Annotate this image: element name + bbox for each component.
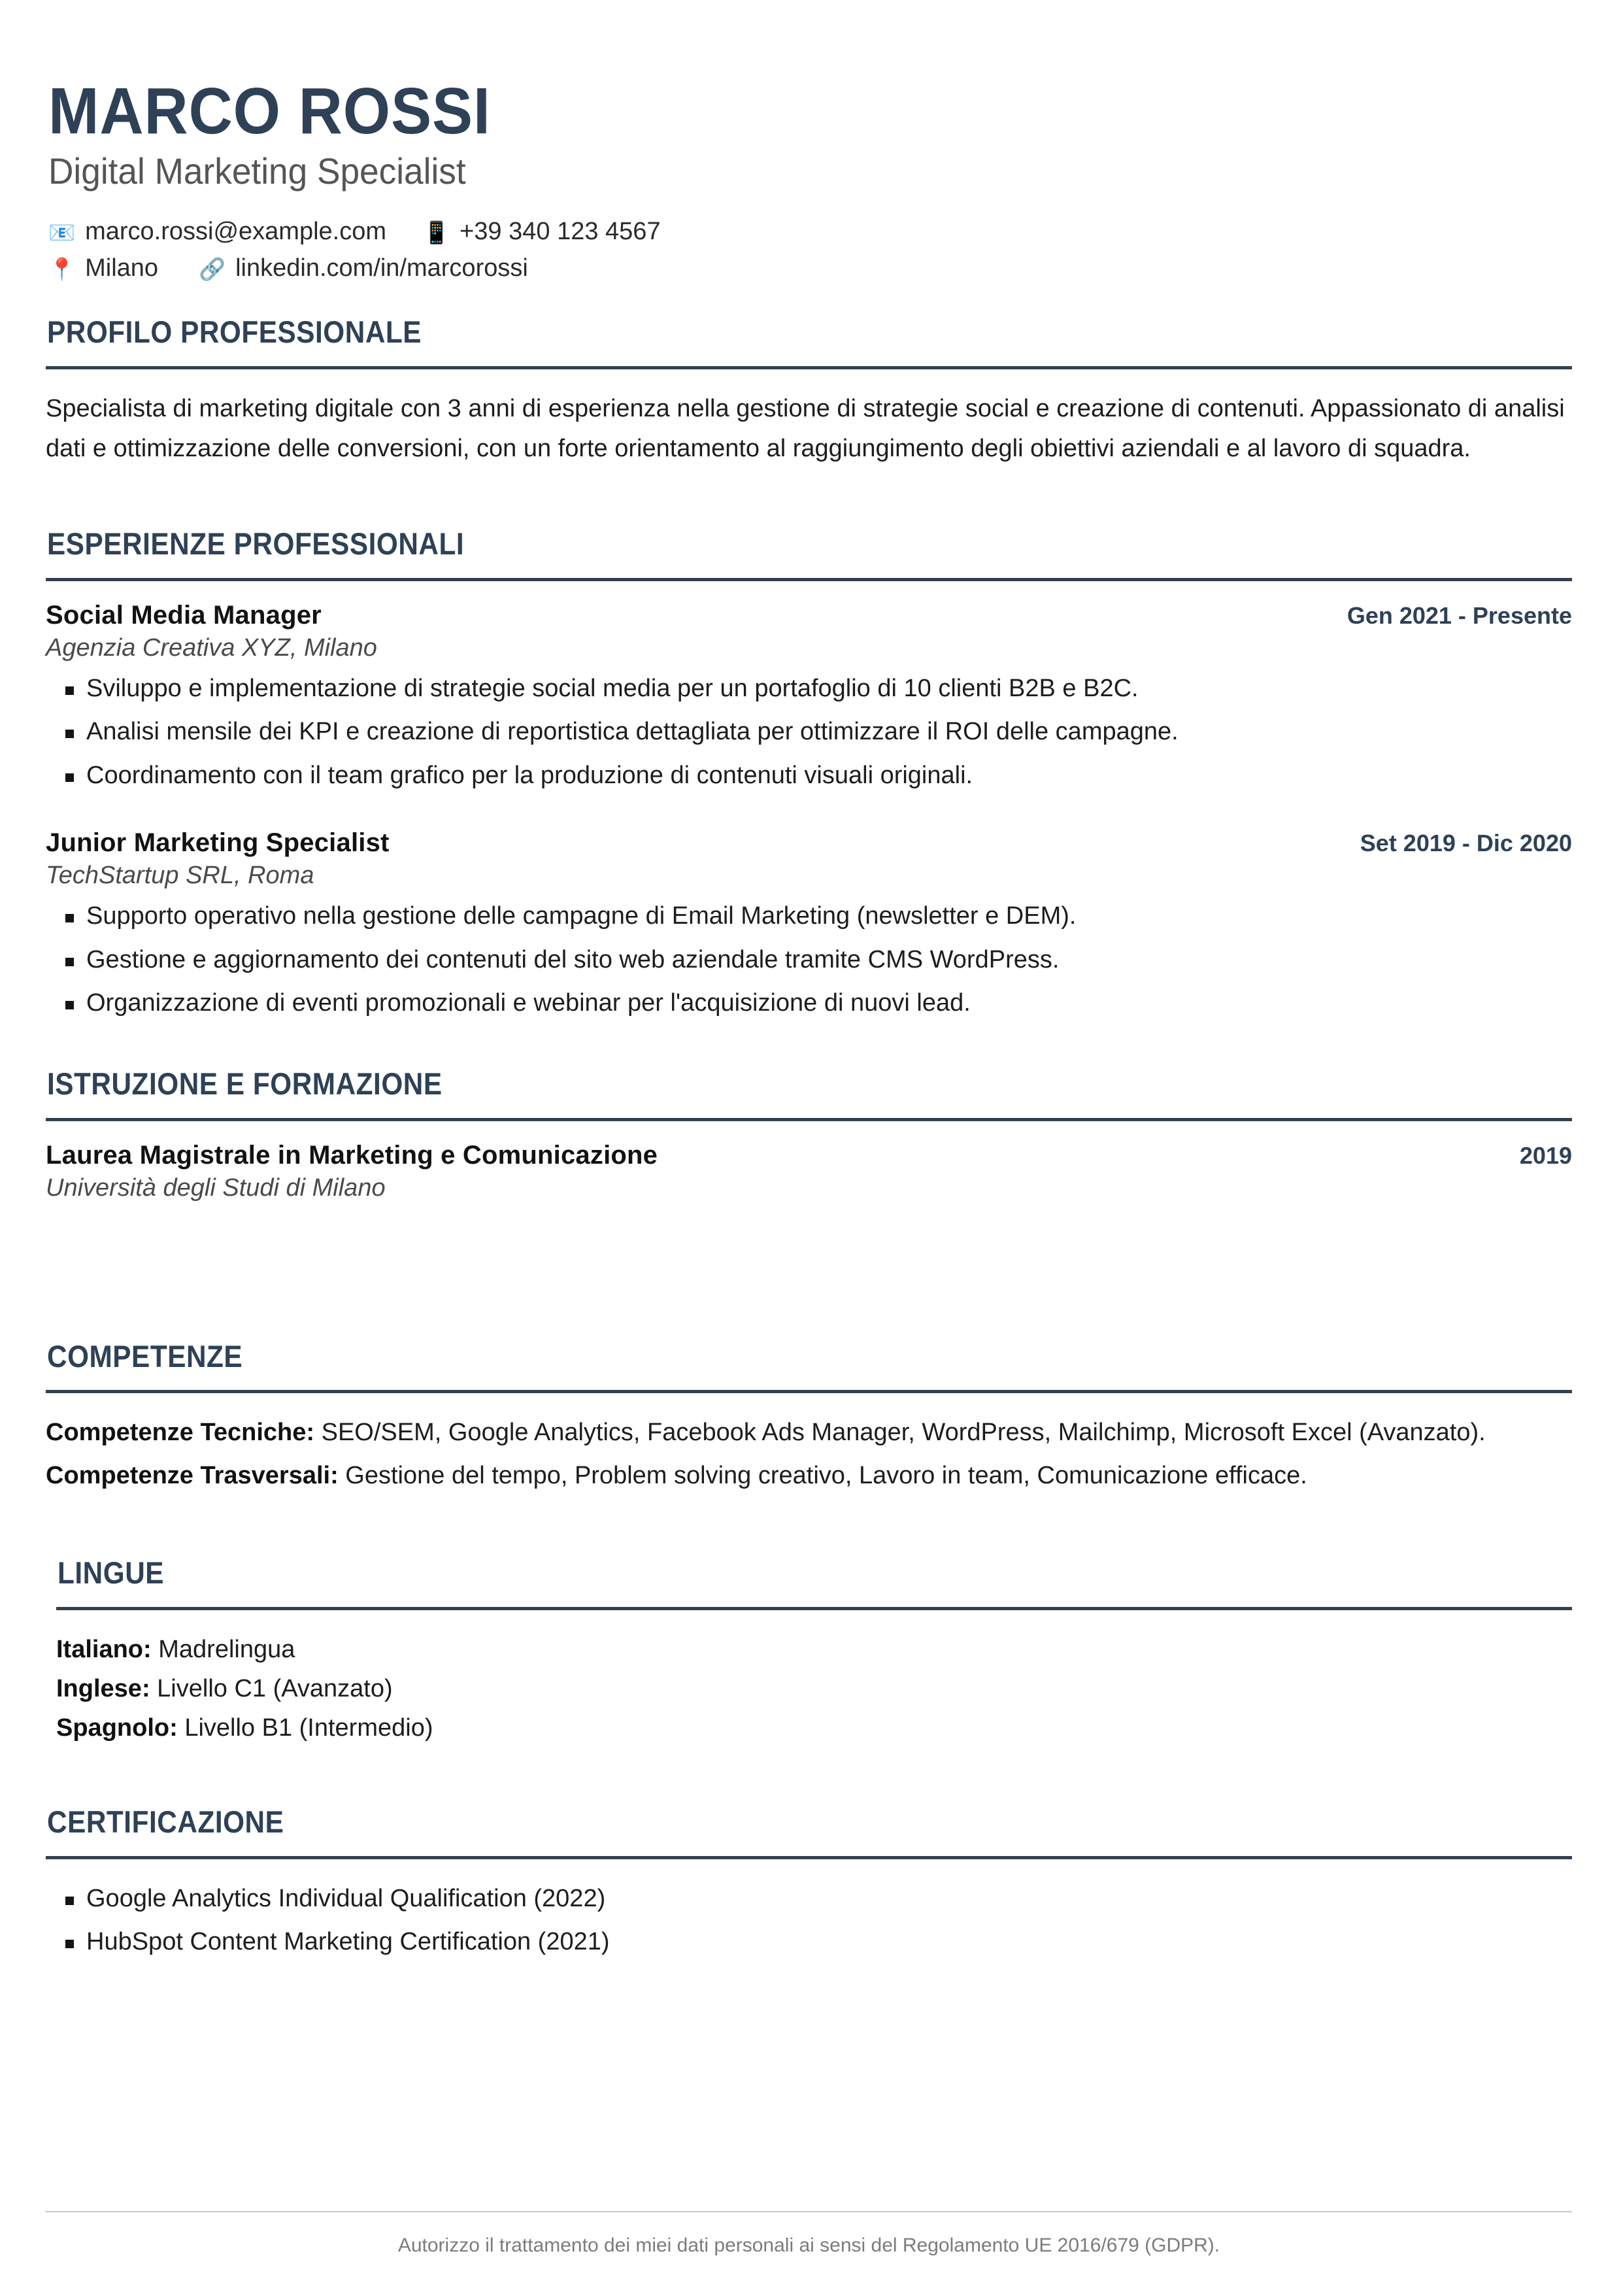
experience-date-range: Set 2019 - Dic 2020 <box>1360 830 1572 857</box>
experience-company: Agenzia Creativa XYZ, Milano <box>46 633 377 662</box>
section-heading-certification: CERTIFICAZIONE <box>47 1804 284 1840</box>
section-skills <box>46 1340 1572 1496</box>
list-item: Gestione e aggiornamento dei contenuti del sito web aziendale tramite CMS WordPress. <box>46 940 1572 981</box>
language-item <box>56 1669 1572 1708</box>
contact-phone-text: +39 340 123 4567 <box>460 218 661 246</box>
spacer <box>46 1498 1572 1556</box>
section-heading-profile: PROFILO PROFESSIONALE <box>47 314 422 350</box>
education-entry-header <box>46 1141 1572 1170</box>
footer-gdpr-notice: Autorizzo il trattamento dei miei dati personali ai sensi del Regolamento UE 2016/679 (GDPR). <box>46 2211 1572 2257</box>
skills-technical-label: Competenze Tecniche: <box>46 1419 315 1447</box>
list-item: Analisi mensile dei KPI e creazione di reportistica dettagliata per ottimizzare il ROI delle campagne. <box>46 712 1572 752</box>
section-heading-education: ISTRUZIONE E FORMAZIONE <box>47 1066 443 1101</box>
section-rule-languages <box>56 1607 1572 1610</box>
contact-row-1 <box>48 214 1572 250</box>
contact-location <box>48 250 199 286</box>
section-rule-certification <box>46 1856 1572 1859</box>
list-item: Sviluppo e implementazione di strategie social media per un portafoglio di 10 clienti B2B e B2C. <box>46 669 1572 709</box>
spacer <box>46 1209 1572 1340</box>
skills-soft-value: Gestione del tempo, Problem solving creativo, Lavoro in team, Comunicazione efficace. <box>338 1461 1307 1489</box>
experience-bullet-list <box>46 896 1572 1024</box>
section-certification <box>46 1805 1572 1963</box>
language-level: Livello C1 (Avanzato) <box>150 1675 393 1703</box>
experience-entry-header <box>46 601 1572 630</box>
contact-linkedin-text: linkedin.com/in/marcorossi <box>235 254 528 282</box>
resume-header <box>46 77 1572 286</box>
section-rule-education <box>46 1118 1572 1121</box>
section-education <box>46 1067 1572 1202</box>
language-level: Madrelingua <box>151 1636 295 1664</box>
skills-technical-value: SEO/SEM, Google Analytics, Facebook Ads Manager, WordPress, Mailchimp, Microsoft Excel (Avanzato). <box>314 1419 1486 1447</box>
language-label: Spagnolo: <box>56 1714 178 1742</box>
contact-block <box>48 214 1572 286</box>
language-label: Inglese: <box>56 1675 150 1703</box>
experience-job-title: Social Media Manager <box>46 600 322 630</box>
language-level: Livello B1 (Intermedio) <box>177 1714 433 1742</box>
contact-row-2 <box>48 250 1572 286</box>
contact-email-text: marco.rossi@example.com <box>85 218 387 246</box>
experience-entry <box>46 601 1572 796</box>
experience-job-title: Junior Marketing Specialist <box>46 828 390 858</box>
section-heading-experience: ESPERIENZE PROFESSIONALI <box>47 526 465 561</box>
language-item <box>56 1630 1572 1669</box>
contact-phone[interactable] <box>423 214 661 250</box>
candidate-name: MARCO ROSSI <box>48 75 491 148</box>
list-item: Organizzazione di eventi promozionali e webinar per l'acquisizione di nuovi lead. <box>46 983 1572 1024</box>
language-item <box>56 1708 1572 1747</box>
spacer <box>46 469 1572 527</box>
education-institution: Università degli Studi di Milano <box>46 1173 386 1202</box>
experience-bullet-list <box>46 669 1572 796</box>
mobile-phone-icon: 📱 <box>423 220 450 245</box>
contact-email[interactable] <box>48 214 386 250</box>
section-profile <box>46 315 1572 469</box>
spacer <box>46 1747 1572 1805</box>
email-icon: 📧 <box>48 220 76 245</box>
contact-linkedin[interactable] <box>199 250 528 286</box>
map-pin-icon: 📍 <box>48 256 76 281</box>
list-item: Supporto operativo nella gestione delle campagne di Email Marketing (newsletter e DEM). <box>46 896 1572 937</box>
experience-date-range: Gen 2021 - Presente <box>1347 601 1572 629</box>
list-item: HubSpot Content Marketing Certification (2021) <box>46 1922 1572 1963</box>
spacer <box>46 1030 1572 1067</box>
experience-entry-header <box>46 828 1572 858</box>
section-experience <box>46 527 1572 1024</box>
candidate-job-title: Digital Marketing Specialist <box>48 150 466 192</box>
section-rule-profile <box>46 366 1572 369</box>
skills-soft-label: Competenze Trasversali: <box>46 1461 339 1489</box>
skills-soft <box>46 1456 1572 1496</box>
section-rule-experience <box>46 578 1572 581</box>
education-year: 2019 <box>1519 1141 1572 1169</box>
list-item: Google Analytics Individual Qualification (2022) <box>46 1879 1572 1919</box>
language-label: Italiano: <box>56 1636 152 1664</box>
profile-text: Specialista di marketing digitale con 3 anni di esperienza nella gestione di strategie social e creazione di contenuti. Appassionato di analisi dati e ottimizzazione delle conversioni, con un forte orientamento al raggiungimento degli obiettivi aziendali e al lavoro di squadra. <box>46 394 1565 463</box>
list-item: Coordinamento con il team grafico per la produzione di contenuti visuali originali. <box>46 756 1572 796</box>
experience-company: TechStartup SRL, Roma <box>46 862 314 890</box>
contact-location-text: Milano <box>85 254 159 282</box>
education-degree: Laurea Magistrale in Marketing e Comunicazione <box>46 1140 658 1170</box>
section-heading-skills: COMPETENZE <box>47 1338 243 1374</box>
education-entry <box>46 1141 1572 1202</box>
spacer <box>46 802 1572 828</box>
section-heading-languages: LINGUE <box>58 1555 165 1591</box>
certification-list <box>46 1879 1572 1963</box>
link-icon: 🔗 <box>199 256 226 281</box>
section-languages <box>56 1556 1572 1747</box>
experience-entry <box>46 828 1572 1024</box>
skills-technical <box>46 1413 1572 1453</box>
section-rule-skills <box>46 1390 1572 1393</box>
